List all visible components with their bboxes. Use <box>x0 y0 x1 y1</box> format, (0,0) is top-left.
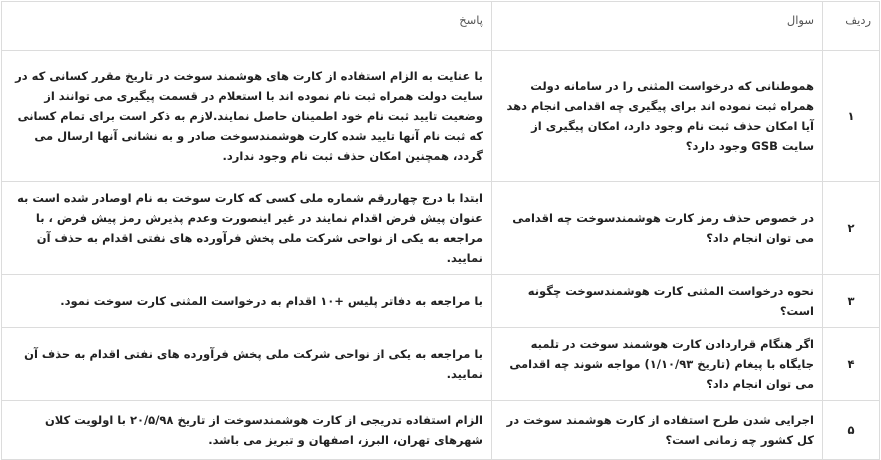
header-row <box>2 2 880 51</box>
question-cell: اجرایی شدن طرح استفاده از کارت هوشمند سوخت در کل کشور چه زمانی است؟ <box>492 401 823 460</box>
question-cell: در خصوص حذف رمز کارت هوشمندسوخت چه اقدامی می توان انجام داد؟ <box>492 182 823 275</box>
header-row-number: ردیف <box>823 2 880 51</box>
table-body <box>2 51 880 460</box>
table-row <box>2 182 880 275</box>
answer-cell: ابتدا با درج چهاررقم شماره ملی کسی که کارت سوخت به نام اوصادر شده است به عنوان پیش فرض اقدام نمایند در غیر اینصورت وعدم پذیرش رمز پیش فرض ، با مراجعه به یکی از نواحی شرکت ملی پخش فرآورده های نفتی اقدام به حذف آن نمایید. <box>2 182 492 275</box>
question-cell: نحوه درخواست المثنی کارت هوشمندسوخت چگونه است؟ <box>492 275 823 328</box>
question-cell: اگر هنگام قراردادن کارت هوشمند سوخت در تلمبه جایگاه با پیغام (تاریخ ۱/۱۰/۹۳) مواجه شوند چه اقدامی می توان انجام داد؟ <box>492 328 823 401</box>
row-number: ۵ <box>823 401 880 460</box>
row-number: ۳ <box>823 275 880 328</box>
table-row <box>2 328 880 401</box>
header-question: سوال <box>492 2 823 51</box>
faq-table <box>1 1 880 460</box>
answer-cell: با عنایت به الزام استفاده از کارت های هوشمند سوخت در تاریخ مقرر کسانی که در سایت دولت همراه ثبت نام نموده اند با استعلام در قسمت پیگیری می توانند از وضعیت تایید ثبت نام خود اطمینان حاصل نمایند.لازم به ذکر است برای تمام کسانی که ثبت نام آنها تایید شده کارت هوشمندسوخت صادر و به نشانی آنها ارسال می گردد، همچنین امکان حذف ثبت نام وجود ندارد. <box>2 51 492 182</box>
header-answer: پاسخ <box>2 2 492 51</box>
table-row <box>2 51 880 182</box>
row-number: ۲ <box>823 182 880 275</box>
row-number: ۱ <box>823 51 880 182</box>
answer-cell: الزام استفاده تدریجی از کارت هوشمندسوخت از تاریخ ۲۰/۵/۹۸ با اولویت کلان شهرهای تهران، البرز، اصفهان و تبریز می باشد. <box>2 401 492 460</box>
table-row <box>2 401 880 460</box>
answer-cell: با مراجعه به یکی از نواحی شرکت ملی پخش فرآورده های نفتی اقدام به حذف آن نمایید. <box>2 328 492 401</box>
question-cell: هموطنانی که درخواست المثنی را در سامانه دولت همراه ثبت نموده اند برای پیگیری چه اقدامی انجام دهد آیا امکان حذف ثبت نام وجود دارد، امکان پیگیری از سایت GSB وجود دارد؟ <box>492 51 823 182</box>
row-number: ۴ <box>823 328 880 401</box>
answer-cell: با مراجعه به دفاتر پلیس +۱۰ اقدام به درخواست المثنی کارت سوخت نمود. <box>2 275 492 328</box>
table-header <box>2 2 880 51</box>
table-row <box>2 275 880 328</box>
